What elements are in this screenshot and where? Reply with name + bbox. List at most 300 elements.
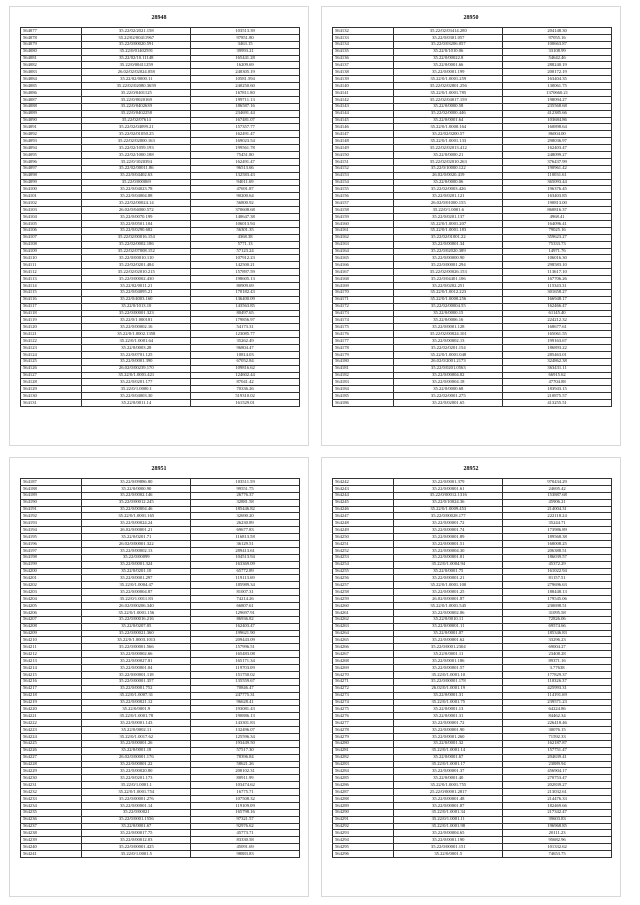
table-row xyxy=(333,365,612,372)
row-id-cell: 564163 xyxy=(333,241,394,248)
reference-cell: 35.22/0/00004.82 xyxy=(394,372,503,379)
row-id-cell: 564105 xyxy=(21,220,82,227)
amount-cell: 169023.54 xyxy=(191,138,300,145)
table-row xyxy=(333,255,612,262)
reference-cell: 35.22/0/0202.251 xyxy=(394,282,503,289)
table-row xyxy=(333,317,612,324)
reference-cell: 35.22/0/1.0001.1 xyxy=(82,782,191,789)
amount-cell: 47704.88 xyxy=(503,379,612,386)
table-row xyxy=(21,527,300,534)
reference-cell: 35.22/0/0001.67 xyxy=(82,823,191,830)
reference-cell: 35.22/0/1.0001.11 xyxy=(394,816,503,823)
reference-cell: 35.22/0/1.0001.785 xyxy=(394,90,503,97)
row-id-cell: 564117 xyxy=(21,303,82,310)
reference-cell: 35.22/0/1.0001.259 xyxy=(394,76,503,83)
table-row xyxy=(21,193,300,200)
table-row xyxy=(21,795,300,802)
amount-cell: 222118.24 xyxy=(503,513,612,520)
reference-cell: 35.22/0/00001.566 xyxy=(82,644,191,651)
table-row xyxy=(21,720,300,727)
row-id-cell: 564112 xyxy=(21,269,82,276)
reference-cell: 35.22/0/1.0009.453 xyxy=(394,506,503,513)
reference-cell: 35.22/02/00016.154 xyxy=(82,234,191,241)
amount-cell: 161022.94 xyxy=(503,568,612,575)
reference-cell: 35.22/0/00027.81 xyxy=(82,658,191,665)
amount-cell: 45372.29 xyxy=(503,561,612,568)
row-id-cell: 564213 xyxy=(21,658,82,665)
row-id-cell: 564199 xyxy=(21,561,82,568)
reference-cell: 35.22/0/00001.89 xyxy=(394,534,503,541)
table-row xyxy=(333,172,612,179)
reference-cell: 35.22/02/00411967 xyxy=(82,34,191,41)
row-id-cell: 564266 xyxy=(333,644,394,651)
amount-cell: 168008.25 xyxy=(503,541,612,548)
table-row xyxy=(333,603,612,610)
table-row xyxy=(333,823,612,830)
reference-cell: 26.02/0/04000.572 xyxy=(82,207,191,214)
table-row xyxy=(21,844,300,851)
row-id-cell: 564247 xyxy=(333,513,394,520)
row-id-cell: 564172 xyxy=(333,303,394,310)
row-id-cell: 564201 xyxy=(21,575,82,582)
row-id-cell: 564277 xyxy=(333,720,394,727)
reference-cell: 35.22/02/2021.158 xyxy=(82,28,191,35)
reference-cell: 35.22/0/00001.25 xyxy=(394,589,503,596)
table-row xyxy=(333,761,612,768)
reference-cell: 35.22/0/1.0001.6 xyxy=(394,207,503,214)
row-id-cell: 564109 xyxy=(21,248,82,255)
reference-cell: 35.22/0/1.0001.34 xyxy=(394,809,503,816)
amount-cell: 140647.38 xyxy=(191,214,300,221)
table-row xyxy=(333,110,612,117)
reference-cell: 35.22/0/03206.057 xyxy=(394,41,503,48)
reference-cell: 35.22/0/0201.137 xyxy=(394,214,503,221)
row-id-cell: 564123 xyxy=(21,344,82,351)
amount-cell: 186893.22 xyxy=(503,344,612,351)
row-id-cell: 564187 xyxy=(21,479,82,486)
amount-cell: 103684.86 xyxy=(503,117,612,124)
table-row xyxy=(21,665,300,672)
row-id-cell: 564106 xyxy=(21,227,82,234)
reference-cell: 35.22/0/0001.324 xyxy=(82,561,191,568)
reference-cell: 35.22/0/00001.62 xyxy=(394,637,503,644)
row-id-cell: 564192 xyxy=(21,513,82,520)
reference-cell: 35.22/0/1.0017.62 xyxy=(82,733,191,740)
reference-cell: 35.22/02/0201.154 xyxy=(394,344,503,351)
reference-cell: 35.22/0/1.0001.98 xyxy=(394,823,503,830)
amount-cell: 279696.63 xyxy=(503,582,612,589)
reference-cell: 35.22/0/00012.03 xyxy=(82,837,191,844)
amount-cell: 107508.32 xyxy=(191,795,300,802)
row-id-cell: 564204 xyxy=(21,596,82,603)
table-row xyxy=(21,62,300,69)
table-row xyxy=(21,310,300,317)
table-row xyxy=(21,234,300,241)
amount-cell: 72826.06 xyxy=(503,616,612,623)
table-row xyxy=(333,699,612,706)
amount-cell: 74653.75 xyxy=(503,851,612,858)
amount-cell: 24695.42 xyxy=(503,485,612,492)
reference-cell: 26.02/0/01000.155 xyxy=(394,200,503,207)
row-id-cell: 564169 xyxy=(333,282,394,289)
reference-cell: 35.22/0/1.0001.133 xyxy=(394,138,503,145)
table-row xyxy=(21,276,300,283)
table-row xyxy=(333,623,612,630)
reference-cell: 35.22/0/00024.24 xyxy=(82,520,191,527)
amount-cell: 58621.26 xyxy=(191,761,300,768)
row-id-cell: 564087 xyxy=(21,96,82,103)
reference-cell: 35.22/0/1.0001.75 xyxy=(394,699,503,706)
row-id-cell: 564152 xyxy=(333,165,394,172)
row-id-cell: 564080 xyxy=(21,48,82,55)
reference-cell: 35.22/02/0200.57 xyxy=(394,131,503,138)
row-id-cell: 564101 xyxy=(21,193,82,200)
table-row xyxy=(333,165,612,172)
reference-cell: 35.22/0/00004.18 xyxy=(394,379,503,386)
reference-cell: 35.22/0/0001.40 xyxy=(394,775,503,782)
table-row xyxy=(333,207,612,214)
row-id-cell: 564244 xyxy=(333,492,394,499)
reference-cell: 35.22/0/00001.72 xyxy=(394,520,503,527)
row-id-cell: 564104 xyxy=(21,214,82,221)
amount-cell: 69677.83 xyxy=(191,527,300,534)
amount-cell: 79025.16 xyxy=(503,227,612,234)
amount-cell: 39993.21 xyxy=(191,48,300,55)
amount-cell: 359623.27 xyxy=(503,234,612,241)
table-row xyxy=(333,358,612,365)
table-row xyxy=(21,76,300,83)
row-id-cell: 564243 xyxy=(333,485,394,492)
table-row xyxy=(21,740,300,747)
row-id-cell: 564203 xyxy=(21,589,82,596)
row-id-cell: 564295 xyxy=(333,844,394,851)
table-row xyxy=(333,76,612,83)
row-id-cell: 564255 xyxy=(333,568,394,575)
reference-cell: 35.22/02/04099.21 xyxy=(82,124,191,131)
row-id-cell: 564217 xyxy=(21,685,82,692)
amount-cell: 182469.66 xyxy=(503,802,612,809)
amount-cell: 31095.58 xyxy=(503,609,612,616)
table-row xyxy=(333,241,612,248)
amount-cell: 1370660.21 xyxy=(503,90,612,97)
table-row xyxy=(333,582,612,589)
row-id-cell: 564170 xyxy=(333,289,394,296)
table-row xyxy=(21,379,300,386)
reference-cell: 35.22/02/02013.412 xyxy=(394,145,503,152)
table-row xyxy=(21,789,300,796)
reference-cell: 35.22/0/00001.357 xyxy=(82,678,191,685)
reference-cell: 35.22/0/02001.65 xyxy=(394,400,503,407)
reference-cell: 35.22/0/0001.297 xyxy=(82,575,191,582)
table-row xyxy=(333,227,612,234)
reference-cell: 35.22/0/00001.11 xyxy=(394,623,503,630)
table-row xyxy=(21,713,300,720)
table-row xyxy=(21,492,300,499)
amount-cell: 157751.47 xyxy=(503,747,612,754)
table-row xyxy=(21,393,300,400)
table-row xyxy=(21,165,300,172)
amount-cell: 23408.28 xyxy=(503,651,612,658)
table-row xyxy=(21,400,300,407)
amount-cell: 94011.69 xyxy=(191,179,300,186)
reference-cell: 35.22/0/0301.057 xyxy=(394,34,503,41)
row-id-cell: 564078 xyxy=(21,34,82,41)
row-id-cell: 564138 xyxy=(333,69,394,76)
row-id-cell: 564102 xyxy=(21,200,82,207)
reference-cell: 35.22/0/1020394 xyxy=(82,158,191,165)
amount-cell: 224212.32 xyxy=(503,317,612,324)
reference-cell: 26.02/0/0020.419 xyxy=(394,172,503,179)
amount-cell: 33296.23 xyxy=(503,637,612,644)
row-id-cell: 564288 xyxy=(333,795,394,802)
amount-cell: 186587.16 xyxy=(191,103,300,110)
table-row xyxy=(333,400,612,407)
amount-cell: 61145.40 xyxy=(503,310,612,317)
table-row xyxy=(333,310,612,317)
table-row xyxy=(333,289,612,296)
table-row xyxy=(21,809,300,816)
row-id-cell: 564079 xyxy=(21,41,82,48)
table-row xyxy=(21,220,300,227)
table-row xyxy=(21,172,300,179)
reference-cell: 35.22/0/1.0001.14 xyxy=(394,747,503,754)
row-id-cell: 564287 xyxy=(333,789,394,796)
reference-cell: 35.22/0/00001.118 xyxy=(82,671,191,678)
amount-cell: 370608.68 xyxy=(191,207,300,214)
table-row xyxy=(21,241,300,248)
reference-cell: 35.22/0/00001.22 xyxy=(82,761,191,768)
reference-cell: 35.22/0/00001.48 xyxy=(394,795,503,802)
table-row xyxy=(333,269,612,276)
amount-cell: 208102.31 xyxy=(191,768,300,775)
data-table xyxy=(20,478,300,858)
amount-cell: 189568.38 xyxy=(503,534,612,541)
amount-cell: 57517.30 xyxy=(191,747,300,754)
amount-cell: 80909.69 xyxy=(191,282,300,289)
amount-cell: 167811.80 xyxy=(191,90,300,97)
reference-cell: 35.22/0/1.0004.47 xyxy=(82,582,191,589)
row-id-cell: 564084 xyxy=(21,76,82,83)
row-id-cell: 564248 xyxy=(333,520,394,527)
table-row xyxy=(333,90,612,97)
amount-cell: 97055.16 xyxy=(503,34,612,41)
table-row xyxy=(21,207,300,214)
amount-cell: 113617.10 xyxy=(503,269,612,276)
row-id-cell: 564089 xyxy=(21,110,82,117)
table-row xyxy=(333,692,612,699)
reference-cell: 35.22/0/0001.9 xyxy=(82,706,191,713)
reference-cell: 35.22/0/1.0001.207 xyxy=(394,220,503,227)
amount-cell: 185989.34 xyxy=(191,582,300,589)
amount-cell: 247775.31 xyxy=(191,692,300,699)
amount-cell: 123085.77 xyxy=(191,331,300,338)
row-id-cell: 564215 xyxy=(21,671,82,678)
table-row xyxy=(21,830,300,837)
reference-cell: 35.22/0/02020.389 xyxy=(394,248,503,255)
reference-cell: 35.22/0/1.0001.64 xyxy=(82,338,191,345)
reference-cell: 35.22/0/00004.65 xyxy=(394,830,503,837)
reference-cell: 35.22/0/0001.143 xyxy=(82,720,191,727)
row-id-cell: 564198 xyxy=(21,554,82,561)
amount-cell: 103511.59 xyxy=(191,479,300,486)
row-id-cell: 564096 xyxy=(21,158,82,165)
table-row xyxy=(21,28,300,35)
row-id-cell: 564293 xyxy=(333,830,394,837)
amount-cell: 80497.65 xyxy=(191,310,300,317)
reference-cell: 35.22/0/04004.88 xyxy=(82,193,191,200)
row-id-cell: 564142 xyxy=(333,96,394,103)
amount-cell: 167706.26 xyxy=(503,276,612,283)
table-row xyxy=(21,761,300,768)
row-id-cell: 564209 xyxy=(21,630,82,637)
row-id-cell: 564245 xyxy=(333,499,394,506)
amount-cell: 193081.43 xyxy=(191,706,300,713)
row-id-cell: 564144 xyxy=(333,110,394,117)
table-row xyxy=(333,541,612,548)
table-row xyxy=(21,269,300,276)
reference-cell: 35.22/0/00001.51 xyxy=(394,541,503,548)
table-row xyxy=(333,351,612,358)
amount-cell: 456904.17 xyxy=(503,768,612,775)
table-row xyxy=(21,48,300,55)
row-id-cell: 564119 xyxy=(21,317,82,324)
reference-cell: 35.22/0/00002.16 xyxy=(82,324,191,331)
table-row xyxy=(333,706,612,713)
amount-cell: 96513.66 xyxy=(191,165,300,172)
row-id-cell: 564273 xyxy=(333,692,394,699)
row-id-cell: 564223 xyxy=(21,727,82,734)
row-id-cell: 564168 xyxy=(333,276,394,283)
row-id-cell: 564206 xyxy=(21,609,82,616)
amount-cell: 425993.31 xyxy=(503,685,612,692)
row-id-cell: 564241 xyxy=(21,851,82,858)
row-id-cell: 564286 xyxy=(333,782,394,789)
reference-cell: 35.22/0/0001.31 xyxy=(394,713,503,720)
amount-cell: 285463.01 xyxy=(503,351,612,358)
table-row xyxy=(333,28,612,35)
reference-cell: 26.02/02/02024.058 xyxy=(82,69,191,76)
reference-cell: 35.22/02/1000.188 xyxy=(82,152,191,159)
table-row xyxy=(333,554,612,561)
table-row xyxy=(333,795,612,802)
reference-cell: 35.22/0/00002.430 xyxy=(82,276,191,283)
table-row xyxy=(21,358,300,365)
reference-cell: 26.02/0/00206.340 xyxy=(82,603,191,610)
table-row xyxy=(333,492,612,499)
row-id-cell: 564115 xyxy=(21,289,82,296)
table-row xyxy=(21,227,300,234)
amount-cell: 115343.31 xyxy=(503,282,612,289)
amount-cell: 109816.62 xyxy=(191,365,300,372)
reference-cell: 35.22/0/0001.379 xyxy=(394,479,503,486)
table-row xyxy=(333,479,612,486)
row-id-cell: 564135 xyxy=(333,48,394,55)
table-row xyxy=(21,55,300,62)
row-id-cell: 564130 xyxy=(21,393,82,400)
table-row xyxy=(21,248,300,255)
row-id-cell: 564207 xyxy=(21,616,82,623)
reference-cell: 35.22/02/04017.159 xyxy=(394,96,503,103)
reference-cell: 35.22/0/00001.178 xyxy=(394,678,503,685)
table-row xyxy=(333,637,612,644)
row-id-cell: 564149 xyxy=(333,145,394,152)
row-id-cell: 564227 xyxy=(21,754,82,761)
table-row xyxy=(21,83,300,90)
amount-cell: 119109.09 xyxy=(191,802,300,809)
row-id-cell: 564122 xyxy=(21,338,82,345)
reference-cell: 35.22/0/00001.57 xyxy=(394,665,503,672)
reference-cell: 35.22/0/0002.146 xyxy=(82,492,191,499)
row-id-cell: 564236 xyxy=(21,816,82,823)
table-row xyxy=(333,568,612,575)
amount-cell: 45773.71 xyxy=(191,830,300,837)
amount-cell: 78396.84 xyxy=(191,754,300,761)
row-id-cell: 564150 xyxy=(333,152,394,159)
row-id-cell: 564274 xyxy=(333,699,394,706)
amount-cell: 157357.77 xyxy=(191,124,300,131)
row-id-cell: 564157 xyxy=(333,200,394,207)
amount-cell: 90200.64 xyxy=(191,193,300,200)
table-row xyxy=(333,214,612,221)
amount-cell: 213032.61 xyxy=(503,789,612,796)
reference-cell: 35.22/0/00001.72 xyxy=(394,720,503,727)
reference-cell: 35.22/0/00002.13 xyxy=(82,547,191,554)
reference-cell: 35.22/0/00021.360 xyxy=(82,630,191,637)
row-id-cell: 564143 xyxy=(333,103,394,110)
reference-cell: 35.22/0/0201.177 xyxy=(82,379,191,386)
table-row xyxy=(21,568,300,575)
amount-cell: 32690.20 xyxy=(191,513,300,520)
amount-cell: 209443.09 xyxy=(191,637,300,644)
row-id-cell: 564235 xyxy=(21,809,82,816)
table-row xyxy=(333,837,612,844)
amount-cell: 164096.41 xyxy=(503,220,612,227)
reference-cell: 35.22/0/0006.16 xyxy=(394,317,503,324)
amount-cell: 289413.61 xyxy=(191,547,300,554)
row-id-cell: 564259 xyxy=(333,596,394,603)
row-id-cell: 564296 xyxy=(333,851,394,858)
row-id-cell: 564276 xyxy=(333,713,394,720)
row-id-cell: 564140 xyxy=(333,83,394,90)
amount-cell: 210875.57 xyxy=(503,393,612,400)
row-id-cell: 564261 xyxy=(333,609,394,616)
row-id-cell: 564279 xyxy=(333,733,394,740)
row-id-cell: 564155 xyxy=(333,186,394,193)
amount-cell: 162491.47 xyxy=(191,158,300,165)
amount-cell: 69004.27 xyxy=(503,644,612,651)
table-row xyxy=(333,733,612,740)
reference-cell: 35.22/0/10000.122 xyxy=(394,165,503,172)
reference-cell: 35.22/0/04402.63 xyxy=(82,172,191,179)
amount-cell: 230698.51 xyxy=(503,603,612,610)
row-id-cell: 564114 xyxy=(21,282,82,289)
reference-cell: 35.22/0/00001.34 xyxy=(394,241,503,248)
table-row xyxy=(333,789,612,796)
amount-cell: 226418.46 xyxy=(503,720,612,727)
reference-cell: 35.22/02/0000.446 xyxy=(394,110,503,117)
table-row xyxy=(333,62,612,69)
table-row xyxy=(333,131,612,138)
reference-cell: 35.22/0/1.000181 xyxy=(82,317,191,324)
table-row xyxy=(21,733,300,740)
row-id-cell: 564272 xyxy=(333,685,394,692)
table-row xyxy=(333,513,612,520)
amount-cell: 14971.76 xyxy=(503,248,612,255)
table-row xyxy=(21,582,300,589)
row-id-cell: 564178 xyxy=(333,344,394,351)
row-id-cell: 564239 xyxy=(21,837,82,844)
reference-cell: 35.22/0/0001.260 xyxy=(394,733,503,740)
